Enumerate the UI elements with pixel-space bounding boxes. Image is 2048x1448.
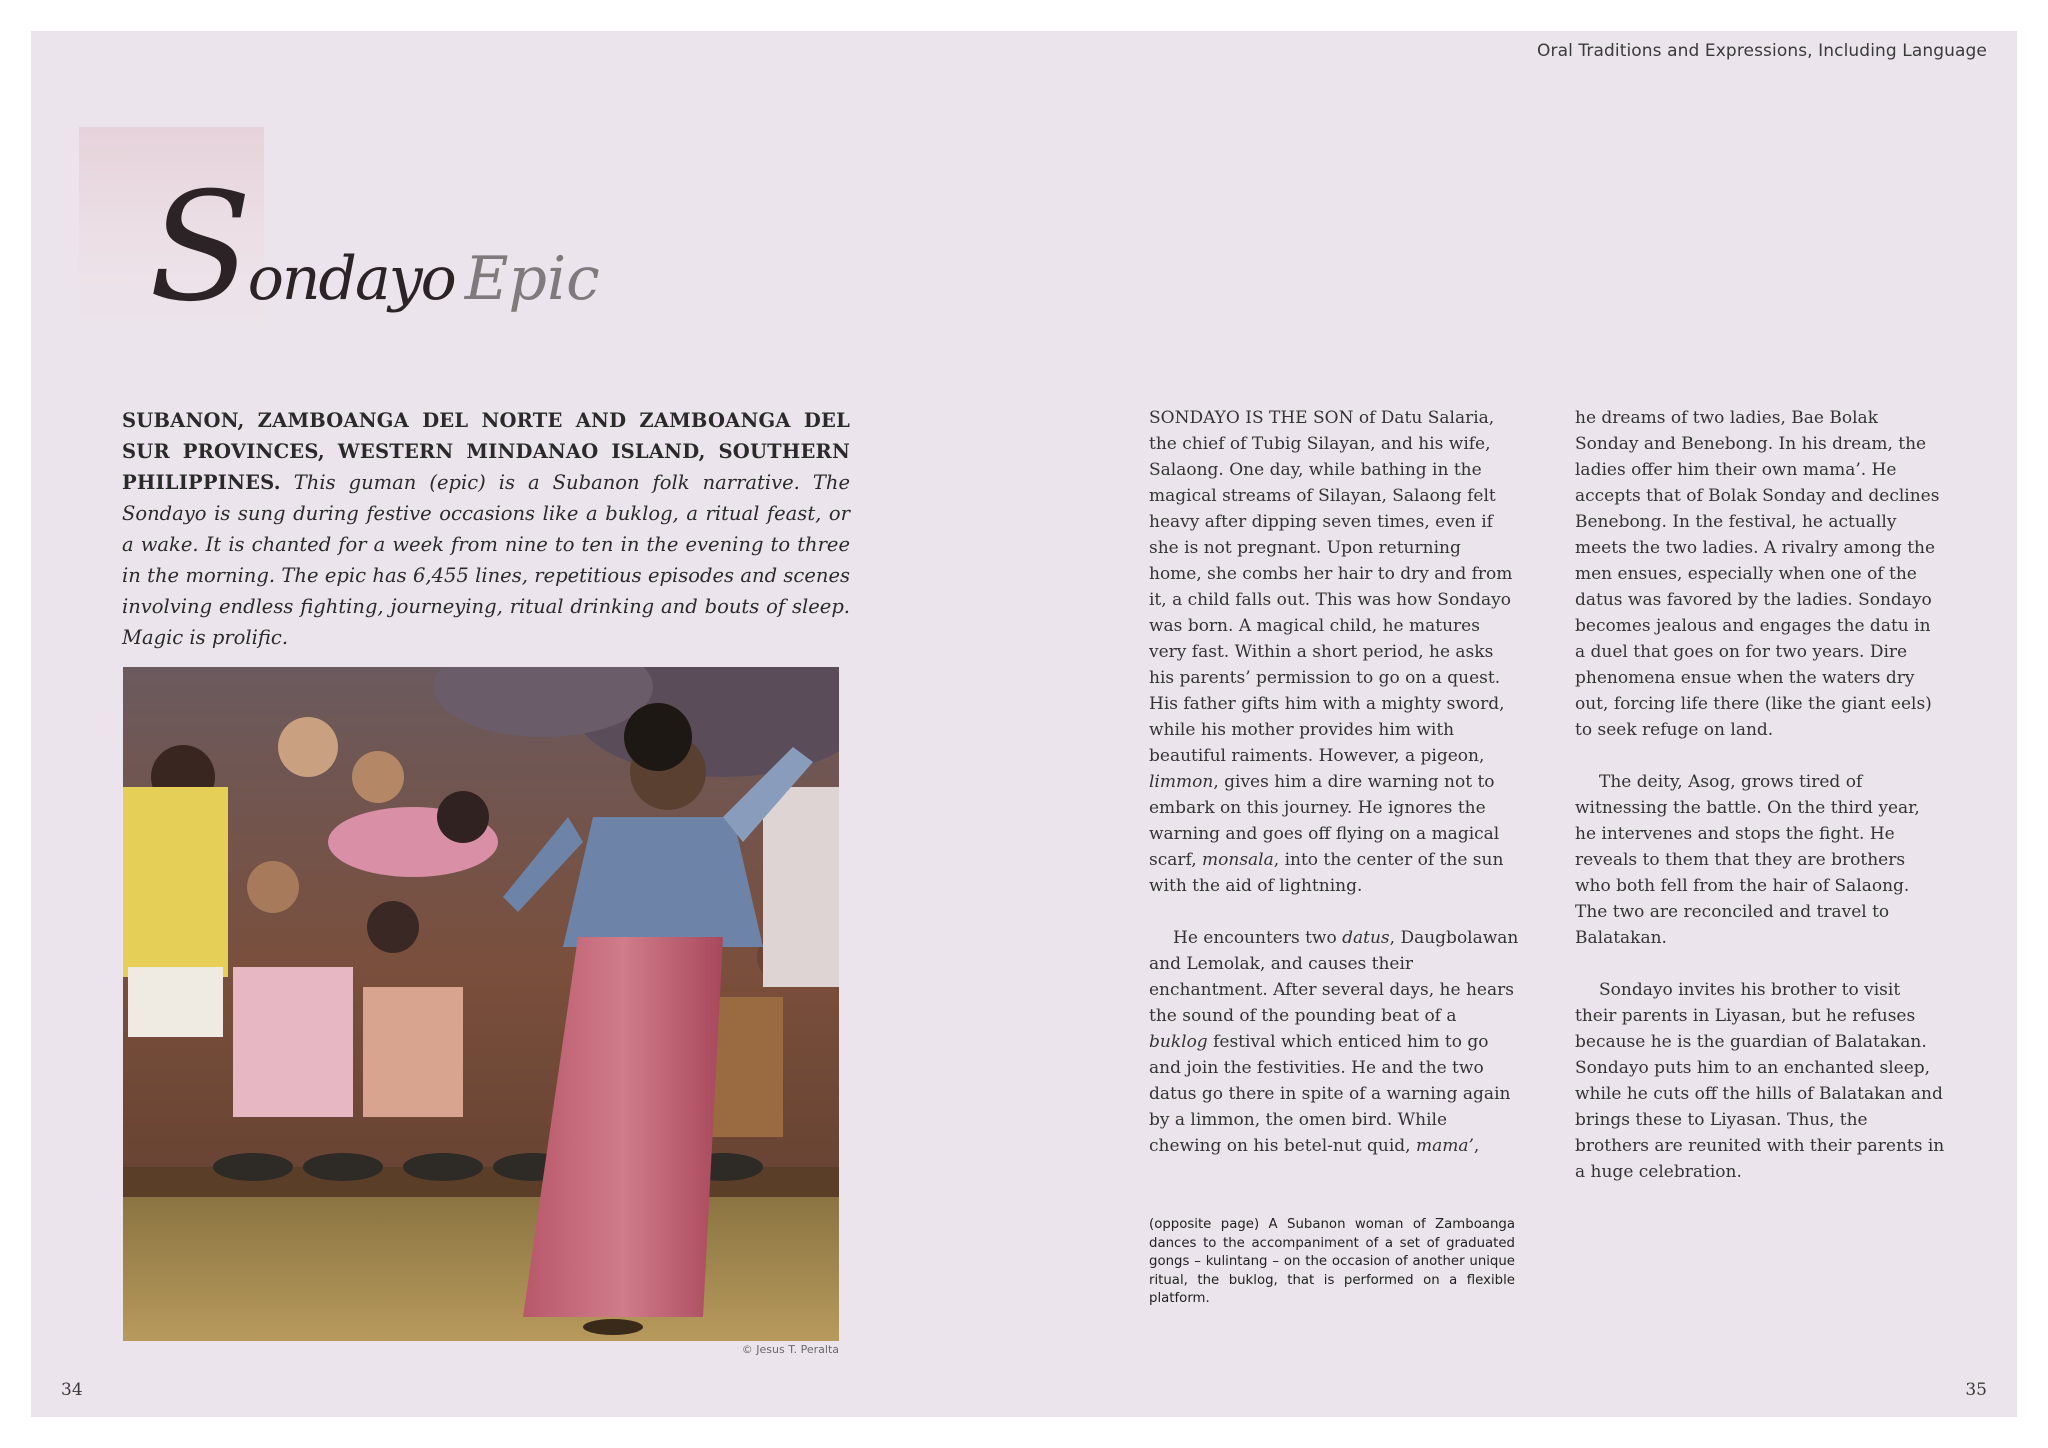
page-number-left: 34 bbox=[61, 1380, 83, 1400]
intro-paragraph bbox=[122, 405, 850, 653]
title-initial: S bbox=[149, 161, 248, 335]
term-limmon: limmon bbox=[1149, 772, 1214, 792]
col2-paragraph-1: he dreams of two ladies, Bae Bolak Sonday and Benebong. In his dream, the ladies offer him their own mama’. He accepts that of Bolak Sonday and declines Benebong. In the festival, he actually meets the two ladies. A rivalry among the men ensues, especially when one of the datus was favored by the ladies. Sondayo becomes jealous and engages the datu in a duel that goes on for two years. Dire phenomena ensue when the waters dry out, forcing life there (like the giant eels) to seek refuge on land. bbox=[1575, 408, 1940, 740]
title-epic: Epic bbox=[464, 244, 600, 314]
col2-paragraph-2: The deity, Asog, grows tired of witnessing the battle. On the third year, he intervenes and stops the fight. He reveals to them that they are brothers who both fell from the hair of Salaong. The two are reconciled and travel to Balatakan. bbox=[1575, 772, 1920, 948]
term-monsala: monsala bbox=[1202, 850, 1274, 870]
photo-credit: © Jesus T. Peralta bbox=[741, 1343, 839, 1356]
col2-paragraph-3: Sondayo invites his brother to visit their parents in Liyasan, but he refuses because he is the guardian of Balatakan. Sondayo puts him to an enchanted sleep, while he cuts off the hills of Balatakan and brings these to Liyasan. Thus, the brothers are reunited with their parents in a huge celebration. bbox=[1575, 980, 1945, 1182]
col1-paragraph-1: SONDAYO IS THE SON of Datu Salaria, the chief of Tubig Silayan, and his wife, Salaong. One day, while bathing in the magical streams of Silayan, Salaong felt heavy after dipping seven times, even if she is not pregnant. Upon returning home, she combs her hair to dry and from it, a child falls out. This was how Sondayo was born. A magical child, he matures very fast. Within a short period, he asks his parents’ permission to go on a quest. His father gifts him with a mighty sword, while his mother provides him with beautiful raiments. However, a pigeon, limmon, gives him a dire warning not to embark on this journey. He ignores the warning and goes off flying on a magical scarf, monsala, into the center of the sun with the aid of lightning. bbox=[1149, 408, 1513, 896]
body-column-2 bbox=[1575, 405, 1945, 1211]
page-title bbox=[149, 161, 600, 335]
intro-body: This guman (epic) is a Subanon folk narrative. The Sondayo is sung during festive occasions like a buklog, a ritual feast, or a wake. It is chanted for a week from nine to ten in the evening to three in the morning. The epic has 6,455 lines, repetitious episodes and scenes involving endless fighting, journeying, ritual drinking and bouts of sleep. Magic is prolific. bbox=[122, 471, 850, 649]
section-header: Oral Traditions and Expressions, Including Language bbox=[1537, 41, 1987, 61]
body-column-1 bbox=[1149, 405, 1519, 1185]
dancer-photo bbox=[123, 667, 839, 1341]
col1-paragraph-2: He encounters two datus, Daugbolawan and Lemolak, and causes their enchantment. After several days, he hears the sound of the pounding beat of a buklog festival which enticed him to go and join the festivities. He and the two datus go there in spite of a warning again by a limmon, the omen bird. While chewing on his betel-nut quid, mama’, bbox=[1149, 928, 1519, 1156]
intro-lead: SUBANON, ZAMBOANGA DEL NORTE AND ZAMBOANGA DEL SUR PROVINCES, WESTERN MINDANAO ISLAND, SOUTHERN PHILIPPINES. bbox=[122, 409, 850, 494]
photo-caption: (opposite page) A Subanon woman of Zamboanga dances to the accompaniment of a set of graduated gongs – kulintang – on the occasion of another unique ritual, the buklog, that is performed on a flexible platform. bbox=[1149, 1217, 1515, 1306]
book-spread bbox=[31, 31, 2017, 1417]
page-number-right: 35 bbox=[1965, 1380, 1987, 1400]
term-mama: mama’ bbox=[1415, 1136, 1474, 1156]
term-datus: datus bbox=[1342, 928, 1390, 948]
title-rest: ondayo bbox=[247, 244, 455, 314]
term-buklog: buklog bbox=[1149, 1032, 1208, 1052]
